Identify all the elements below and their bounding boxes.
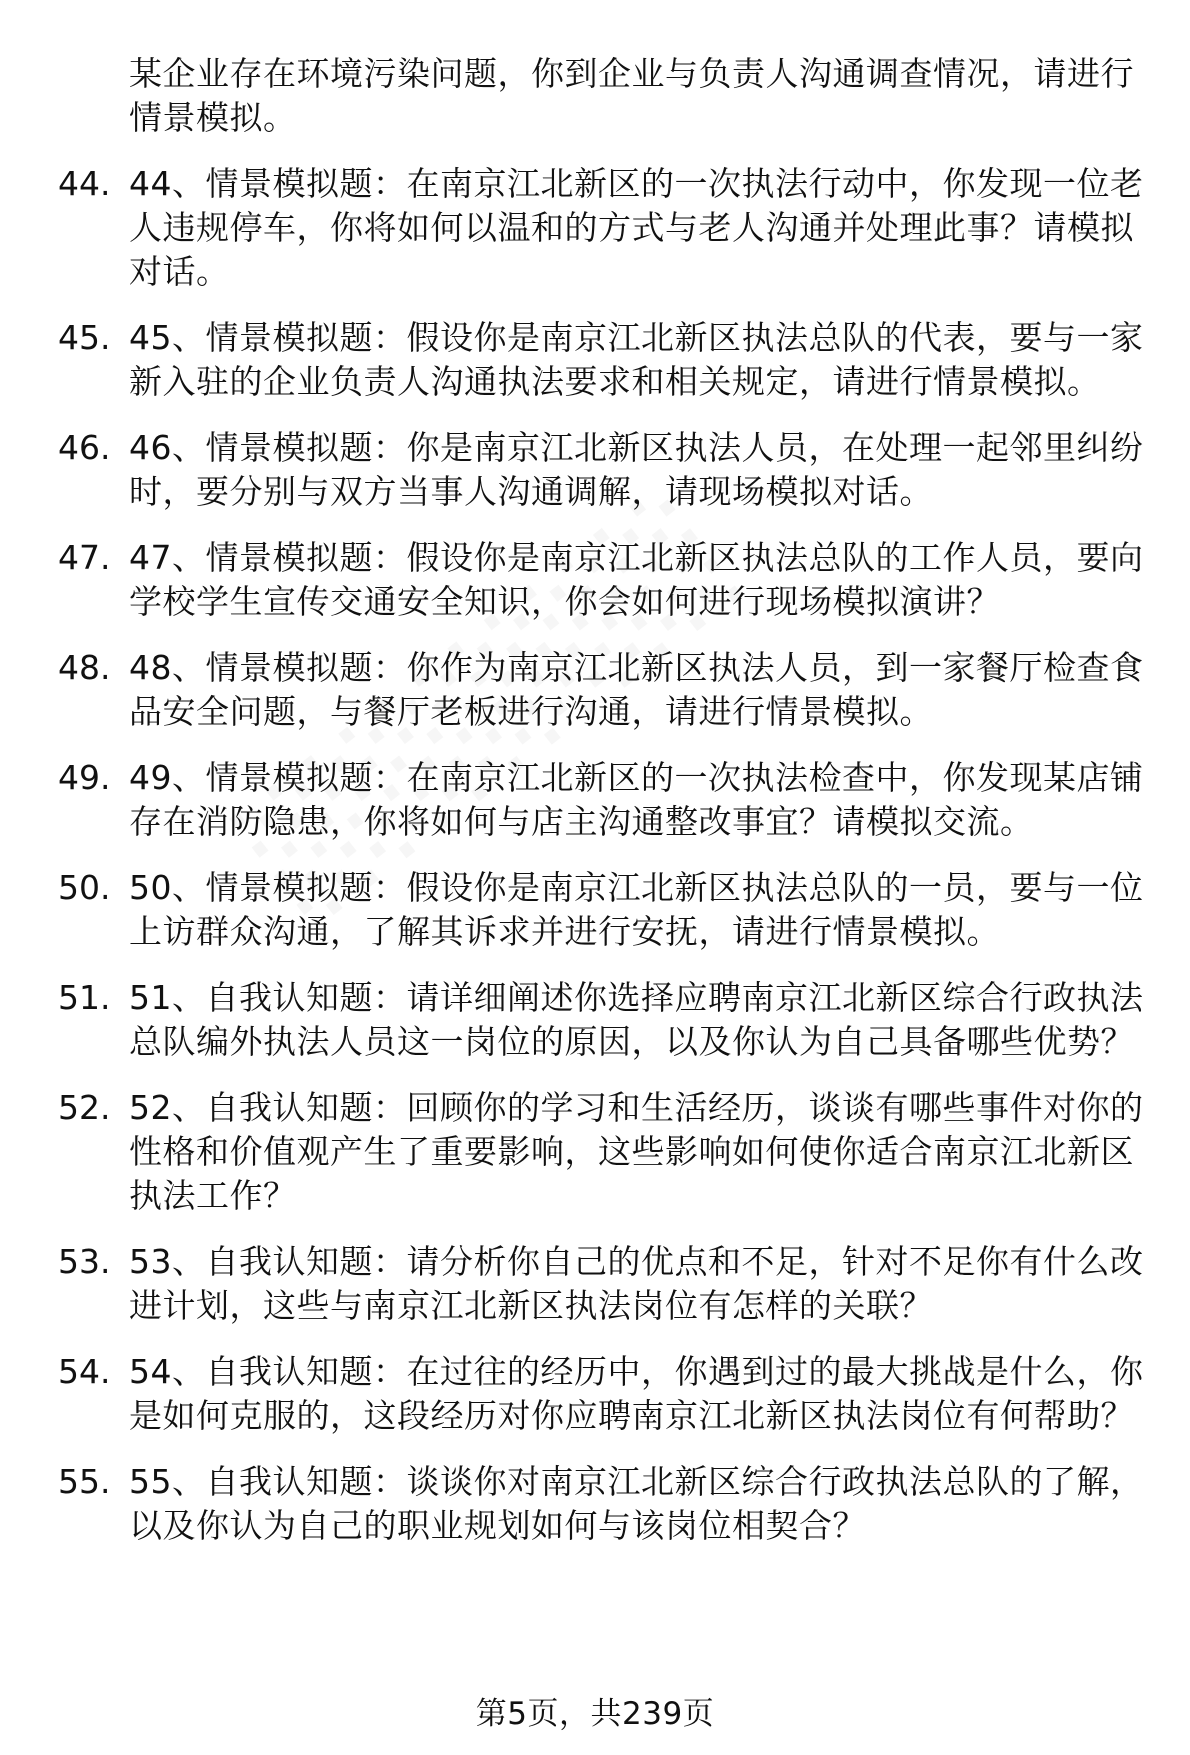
item-text: 51、自我认知题：请详细阐述你选择应聘南京江北新区综合行政执法总队编外执法人员这一岗位的原因，以及你认为自己具备哪些优势？ [129,978,1144,1061]
item-number: 55. [58,1462,111,1501]
page-footer: 第5页，共239页 [475,1696,715,1732]
list-item [0,1460,1190,1548]
list-item [0,646,1190,734]
item-text: 55、自我认知题：谈谈你对南京江北新区综合行政执法总队的了解，以及你认为自己的职业规划如何与该岗位相契合？ [129,1462,1144,1545]
question-list [0,162,1190,1570]
list-item [0,426,1190,514]
list-item [0,536,1190,624]
item-text: 46、情景模拟题：你是南京江北新区执法人员，在处理一起邻里纠纷时，要分别与双方当事人沟通调解，请现场模拟对话。 [129,428,1144,511]
list-item [0,1240,1190,1328]
item-text: 49、情景模拟题：在南京江北新区的一次执法检查中，你发现某店铺存在消防隐患，你将如何与店主沟通整改事宜？请模拟交流。 [129,758,1144,841]
item-number: 47. [58,538,111,577]
item-text: 44、情景模拟题：在南京江北新区的一次执法行动中，你发现一位老人违规停车，你将如何以温和的方式与老人沟通并处理此事？请模拟对话。 [129,164,1144,291]
item-number: 50. [58,868,111,907]
item-number: 45. [58,318,111,357]
item-number: 49. [58,758,111,797]
item-text: 54、自我认知题：在过往的经历中，你遇到过的最大挑战是什么，你是如何克服的，这段经历对你应聘南京江北新区执法岗位有何帮助？ [129,1352,1144,1435]
item-text: 50、情景模拟题：假设你是南京江北新区执法总队的一员，要与一位上访群众沟通，了解其诉求并进行安抚，请进行情景模拟。 [129,868,1144,951]
item-text: 47、情景模拟题：假设你是南京江北新区执法总队的工作人员，要向学校学生宣传交通安全知识，你会如何进行现场模拟演讲？ [129,538,1144,621]
item-number: 54. [58,1352,111,1391]
item-number: 52. [58,1088,111,1127]
list-item [0,162,1190,294]
item-number: 51. [58,978,111,1017]
continuation-paragraph: 某企业存在环境污染问题，你到企业与负责人沟通调查情况，请进行情景模拟。 [129,54,1134,137]
item-text: 48、情景模拟题：你作为南京江北新区执法人员，到一家餐厅检查食品安全问题，与餐厅老板进行沟通，请进行情景模拟。 [129,648,1144,731]
list-item [0,866,1190,954]
item-text: 45、情景模拟题：假设你是南京江北新区执法总队的代表，要与一家新入驻的企业负责人沟通执法要求和相关规定，请进行情景模拟。 [129,318,1144,401]
item-number: 44. [58,164,111,203]
item-number: 46. [58,428,111,467]
list-item [0,1086,1190,1218]
item-number: 53. [58,1242,111,1281]
list-item [0,1350,1190,1438]
list-item [0,756,1190,844]
list-item [0,316,1190,404]
item-number: 48. [58,648,111,687]
list-item [0,976,1190,1064]
item-text: 53、自我认知题：请分析你自己的优点和不足，针对不足你有什么改进计划，这些与南京江北新区执法岗位有怎样的关联？ [129,1242,1144,1325]
item-text: 52、自我认知题：回顾你的学习和生活经历，谈谈有哪些事件对你的性格和价值观产生了重要影响，这些影响如何使你适合南京江北新区执法工作？ [129,1088,1144,1215]
